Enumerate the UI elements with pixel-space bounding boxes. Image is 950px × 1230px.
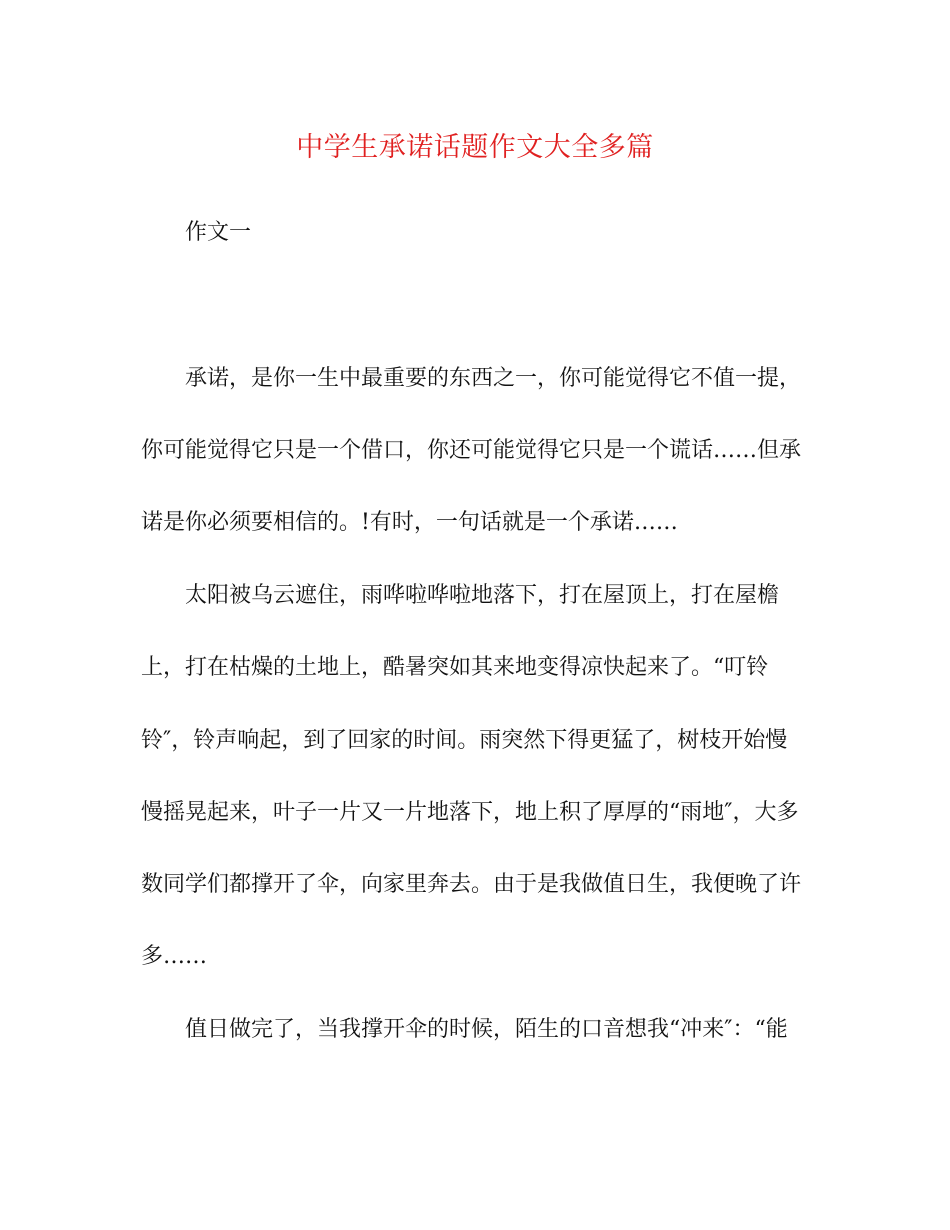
paragraph-line: 承诺，是你一生中最重要的东西之一，你可能觉得它不值一提， <box>185 366 802 391</box>
paragraph-line: 太阳被乌云遮住，雨哗啦哗啦地落下，打在屋顶上，打在屋檐 <box>185 583 780 608</box>
paragraph-line: 你可能觉得它只是一个借口，你还可能觉得它只是一个谎话……但承 <box>141 438 802 463</box>
paragraph-line: 上，打在枯燥的土地上，酷暑突如其来地变得凉快起来了。“叮铃 <box>141 655 769 680</box>
paragraph-line: 值日做完了，当我撑开伞的时候，陌生的口音想我“冲来″：“能 <box>185 1017 788 1042</box>
section-heading: 作文一 <box>185 220 252 245</box>
paragraph-line: 诺是你必须要相信的。!有时，一句话就是一个承诺…… <box>141 510 678 535</box>
paragraph-line: 多…… <box>141 944 208 969</box>
paragraph-line: 慢摇晃起来，叶子一片又一片地落下，地上积了厚厚的“雨地″，大多 <box>141 800 799 825</box>
paragraph-line: 数同学们都撑开了伞，向家里奔去。由于是我做值日生，我便晚了许 <box>141 872 802 897</box>
document-title: 中学生承诺话题作文大全多篇 <box>296 132 654 163</box>
paragraph-line: 铃″，铃声响起，到了回家的时间。雨突然下得更猛了，树枝开始慢 <box>141 728 788 753</box>
